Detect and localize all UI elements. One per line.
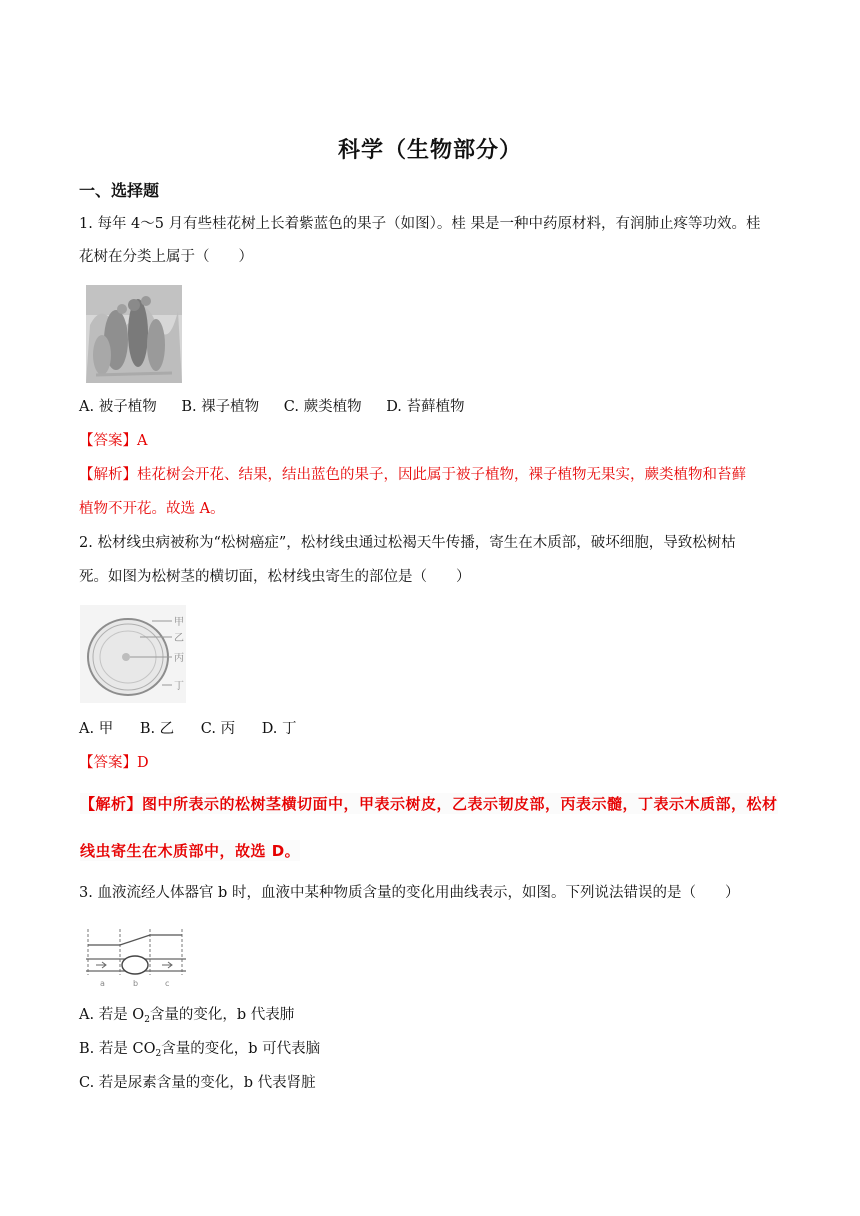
q3-option-a-sub: 2: [144, 1015, 150, 1025]
fig-label-c: c: [165, 979, 170, 988]
q1-option-c[interactable]: C. 蕨类植物: [283, 399, 362, 415]
q2-option-a[interactable]: A. 甲: [79, 721, 114, 737]
q2-analysis-line1: 【解析】图中所表示的松树茎横切面中，甲表示树皮，乙表示韧皮部，丙表示髓，丁表示木质部，松材: [80, 795, 778, 813]
blood-flow-curve-figure: [82, 925, 190, 989]
fig-label-a: a: [100, 979, 105, 988]
q1-option-b[interactable]: B. 裸子植物: [181, 399, 260, 415]
q2-answer: 【答案】D: [79, 755, 149, 771]
fig-label-bing: 丙: [174, 653, 184, 664]
section-heading: 一、选择题: [79, 181, 160, 200]
q3-option-a-pre: A. 若是 O: [79, 1007, 145, 1023]
q2-options: [79, 719, 297, 739]
q1-option-a[interactable]: A. 被子植物: [79, 399, 157, 415]
q3-option-b-pre: B. 若是 CO: [79, 1041, 156, 1057]
osmanthus-fruit-figure: [86, 285, 182, 383]
q2-option-b[interactable]: B. 乙: [139, 721, 175, 737]
q3-option-b-sub: 2: [155, 1049, 162, 1059]
q1-analysis-line2: 植物不开花。故选 A。: [79, 501, 225, 517]
q1-options: [79, 397, 465, 417]
q2-stem-line2: 死。如图为松树茎的横切面，松材线虫寄生的部位是（ ）: [79, 569, 471, 585]
fig-label-b: b: [133, 979, 139, 988]
q1-answer: 【答案】A: [79, 433, 148, 449]
q3-option-b[interactable]: [79, 1039, 320, 1064]
q3-option-c[interactable]: C. 若是尿素含量的变化，b 代表肾脏: [79, 1075, 316, 1091]
pine-stem-cross-section-figure: [80, 605, 186, 703]
q1-option-d[interactable]: D. 苔藓植物: [386, 399, 465, 415]
q2-stem-line1: 2. 松材线虫病被称为“松树癌症”，松材线虫通过松褐天牛传播，寄生在木质部，破坏细胞，导致松树枯: [79, 535, 736, 551]
fig-label-jia: 甲: [174, 617, 184, 628]
q2-analysis-line2: 线虫寄生在木质部中，故选 D。: [80, 842, 301, 860]
page-title: 科学（生物部分）: [337, 137, 522, 163]
fig-label-yi: 乙: [174, 633, 184, 644]
fig-label-ding: 丁: [174, 681, 184, 692]
q3-stem: 3. 血液流经人体器官 b 时，血液中某种物质含量的变化用曲线表示，如图。下列说法错误的是（ ）: [79, 885, 740, 901]
q1-stem-line1: 1. 每年 4～5 月有些桂花树上长着紫蓝色的果子（如图）。桂 果是一种中药原材料，有润肺止疼等功效。桂: [79, 216, 761, 232]
q3-option-a-post: 含量的变化，b 代表肺: [149, 1007, 295, 1023]
q1-analysis-line1: 【解析】桂花树会开花、结果，结出蓝色的果子，因此属于被子植物，裸子植物无果实，蕨类植物和苔藓: [79, 467, 746, 483]
q2-option-d[interactable]: D. 丁: [261, 721, 297, 737]
q2-option-c[interactable]: C. 丙: [200, 721, 236, 737]
q3-option-b-post: 含量的变化，b 可代表脑: [161, 1041, 321, 1057]
q3-option-a[interactable]: [79, 1005, 294, 1030]
q1-stem-line2: 花树在分类上属于（ ）: [79, 249, 253, 265]
